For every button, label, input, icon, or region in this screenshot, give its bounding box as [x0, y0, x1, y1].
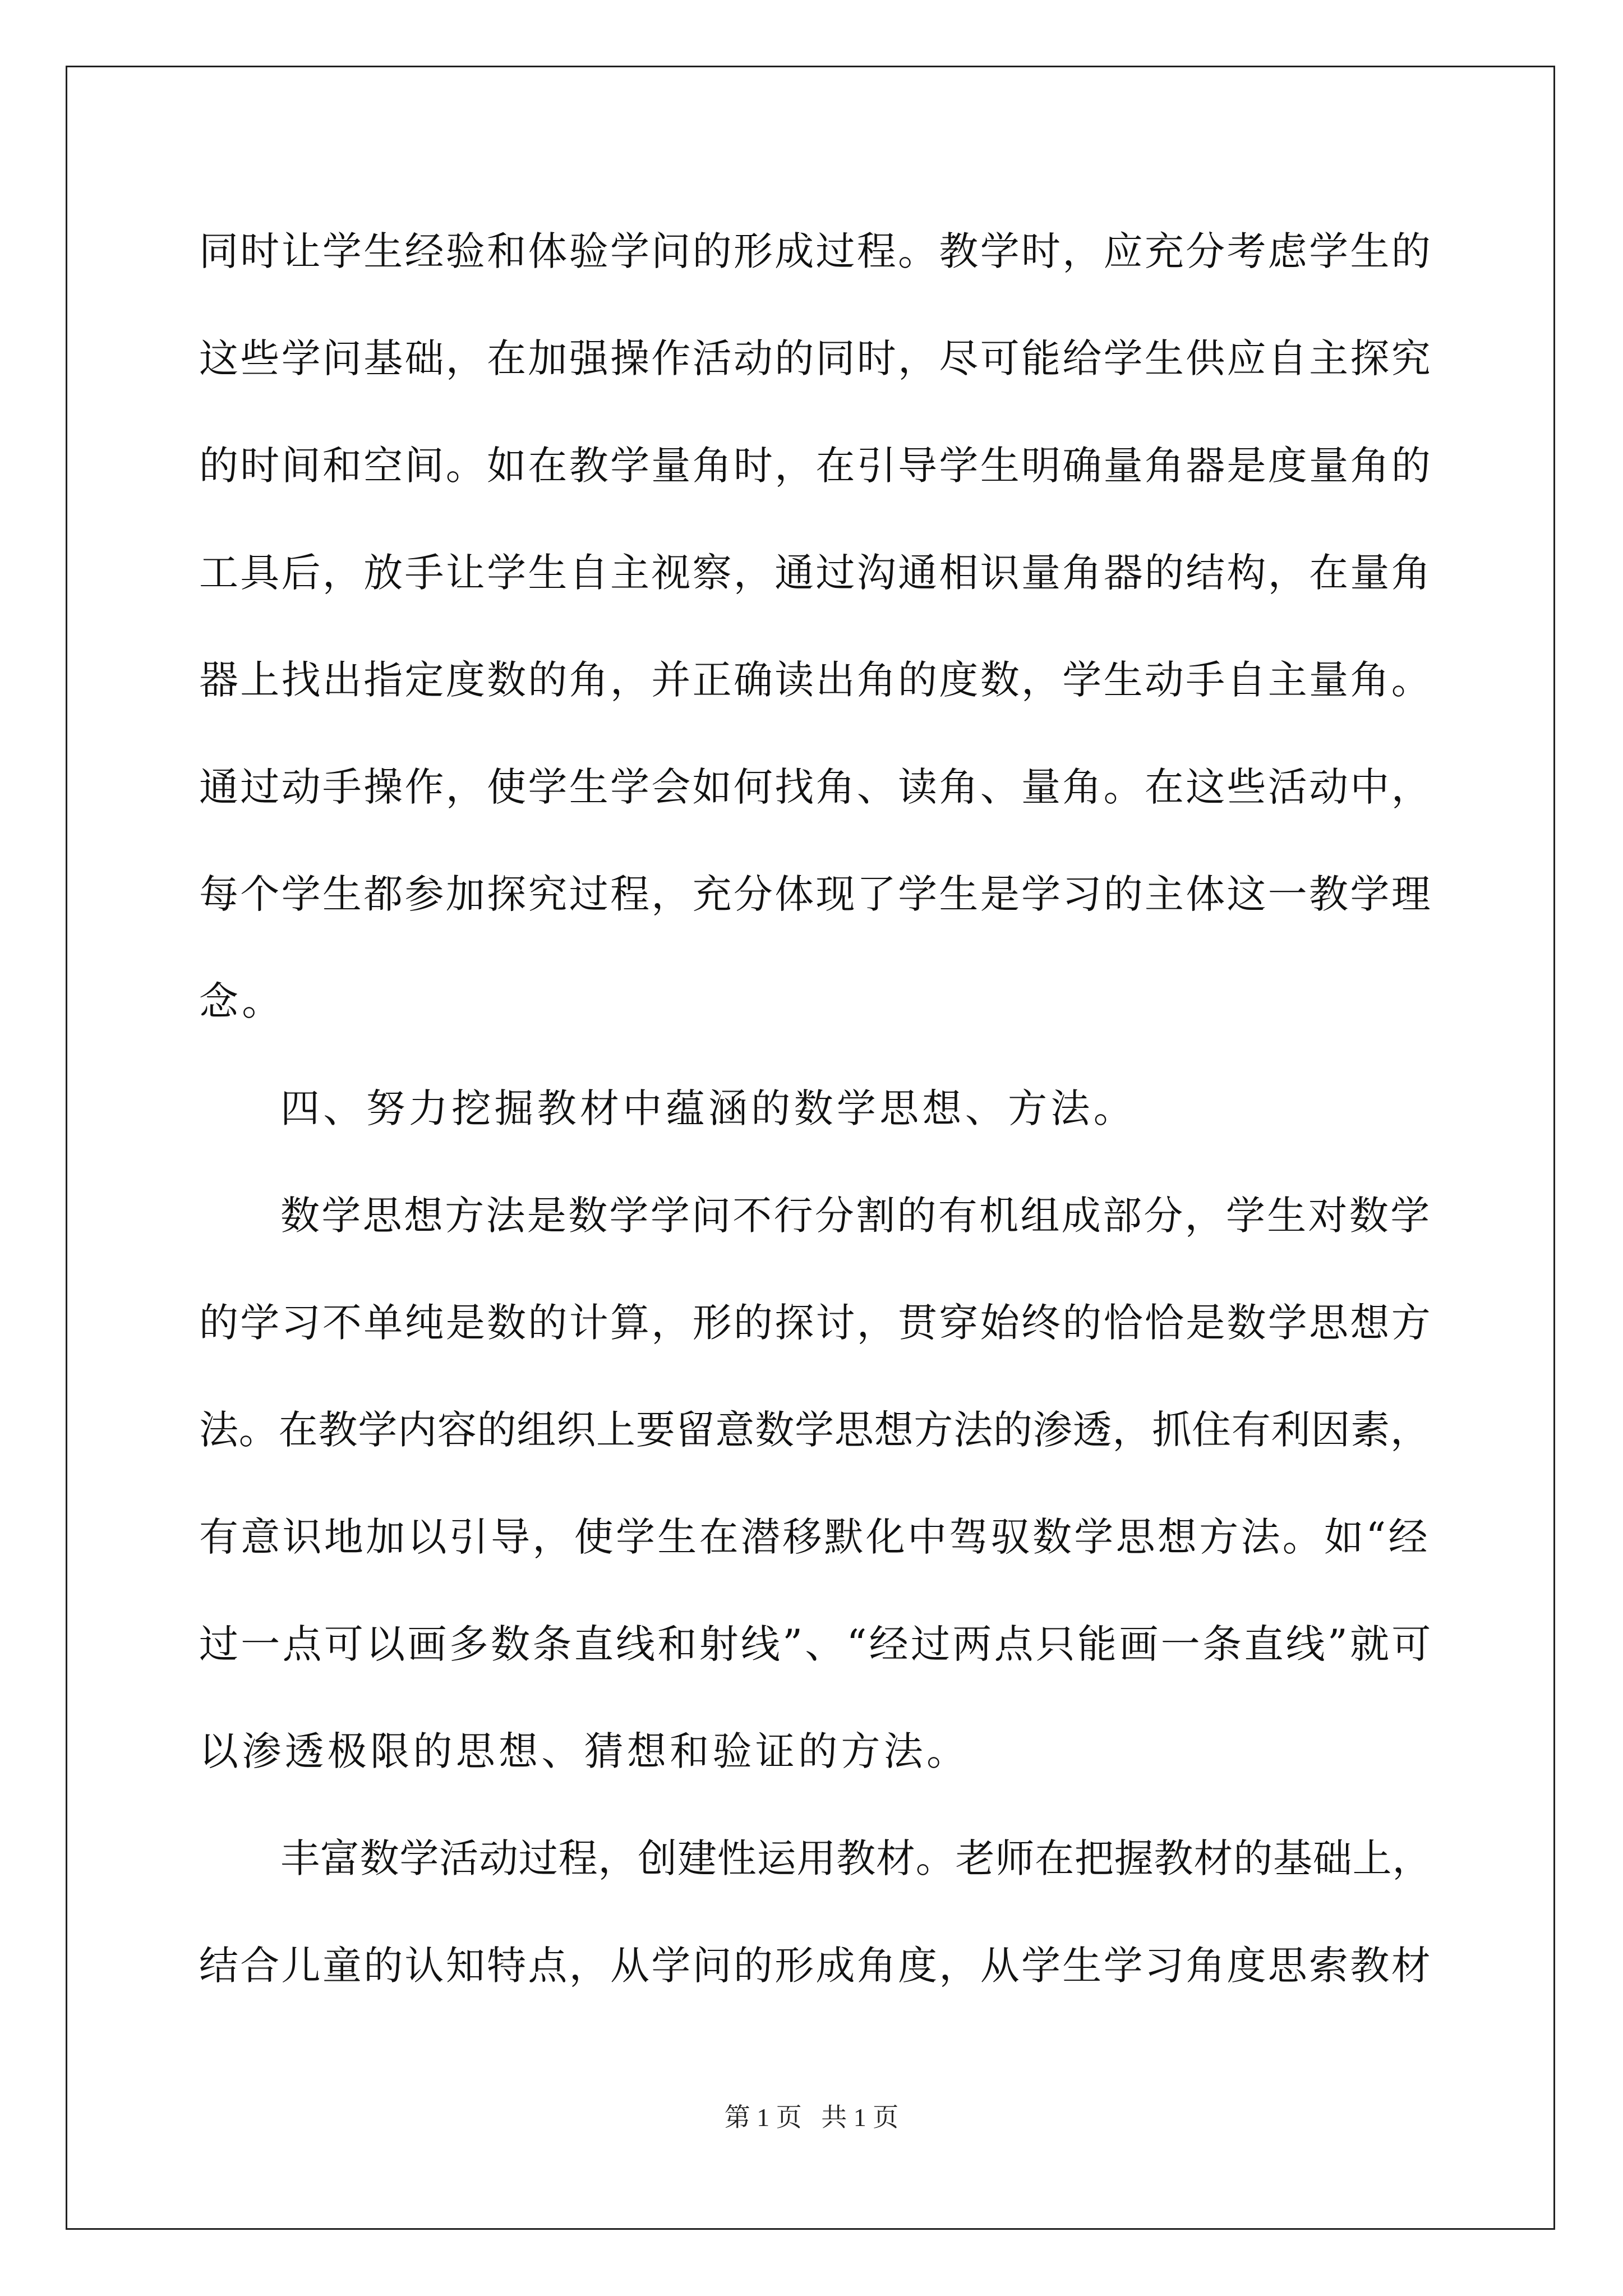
paragraph-line: 数学思想方法是数学学问不行分割的有机组成部分，学生对数学: [280, 1193, 1432, 1239]
paragraph-line: 的学习不单纯是数的计算，形的探讨，贯穿始终的恰恰是数学思想方: [199, 1300, 1432, 1346]
paragraph-line: 结合儿童的认知特点，从学问的形成角度，从学生学习角度思索教材: [199, 1943, 1432, 1989]
paragraph-line: 每个学生都参加探究过程，充分体现了学生是学习的主体这一教学理: [199, 871, 1432, 917]
paragraph-line: 这些学问基础，在加强操作活动的同时，尽可能给学生供应自主探究: [199, 335, 1432, 381]
paragraph-line: 器上找出指定度数的角，并正确读出角的度数，学生动手自主量角。: [199, 657, 1432, 703]
paragraph-line: 丰富数学活动过程，创建性运用教材。老师在把握教材的基础上，: [280, 1835, 1432, 1881]
paragraph-line: 法。在教学内容的组织上要留意数学思想方法的渗透，抓住有利因素，: [199, 1407, 1430, 1453]
paragraph-line: 通过动手操作，使学生学会如何找角、读角、量角。在这些活动中，: [199, 764, 1432, 810]
paragraph-line: 的时间和空间。如在教学量角时，在引导学生明确量角器是度量角的: [199, 443, 1432, 489]
page-number: 第 1 页 共 1 页: [724, 2103, 899, 2132]
paragraph-line: 以渗透极限的思想、猜想和验证的方法。: [199, 1728, 970, 1774]
paragraph-line: 念。: [199, 978, 285, 1024]
paragraph-line: 过一点可以画多数条直线和射线”、“经过两点只能画一条直线”就可: [199, 1621, 1433, 1667]
paragraph-line: 有意识地加以引导，使学生在潜移默化中驾驭数学思想方法。如“经: [199, 1514, 1430, 1560]
paragraph-line: 同时让学生经验和体验学问的形成过程。教学时，应充分考虑学生的: [199, 228, 1432, 274]
paragraph-line: 工具后，放手让学生自主视察，通过沟通相识量角器的结构，在量角: [199, 550, 1432, 596]
section-heading: 四、努力挖掘教材中蕴涵的数学思想、方法。: [280, 1085, 1136, 1131]
page-border: [66, 66, 1555, 2230]
